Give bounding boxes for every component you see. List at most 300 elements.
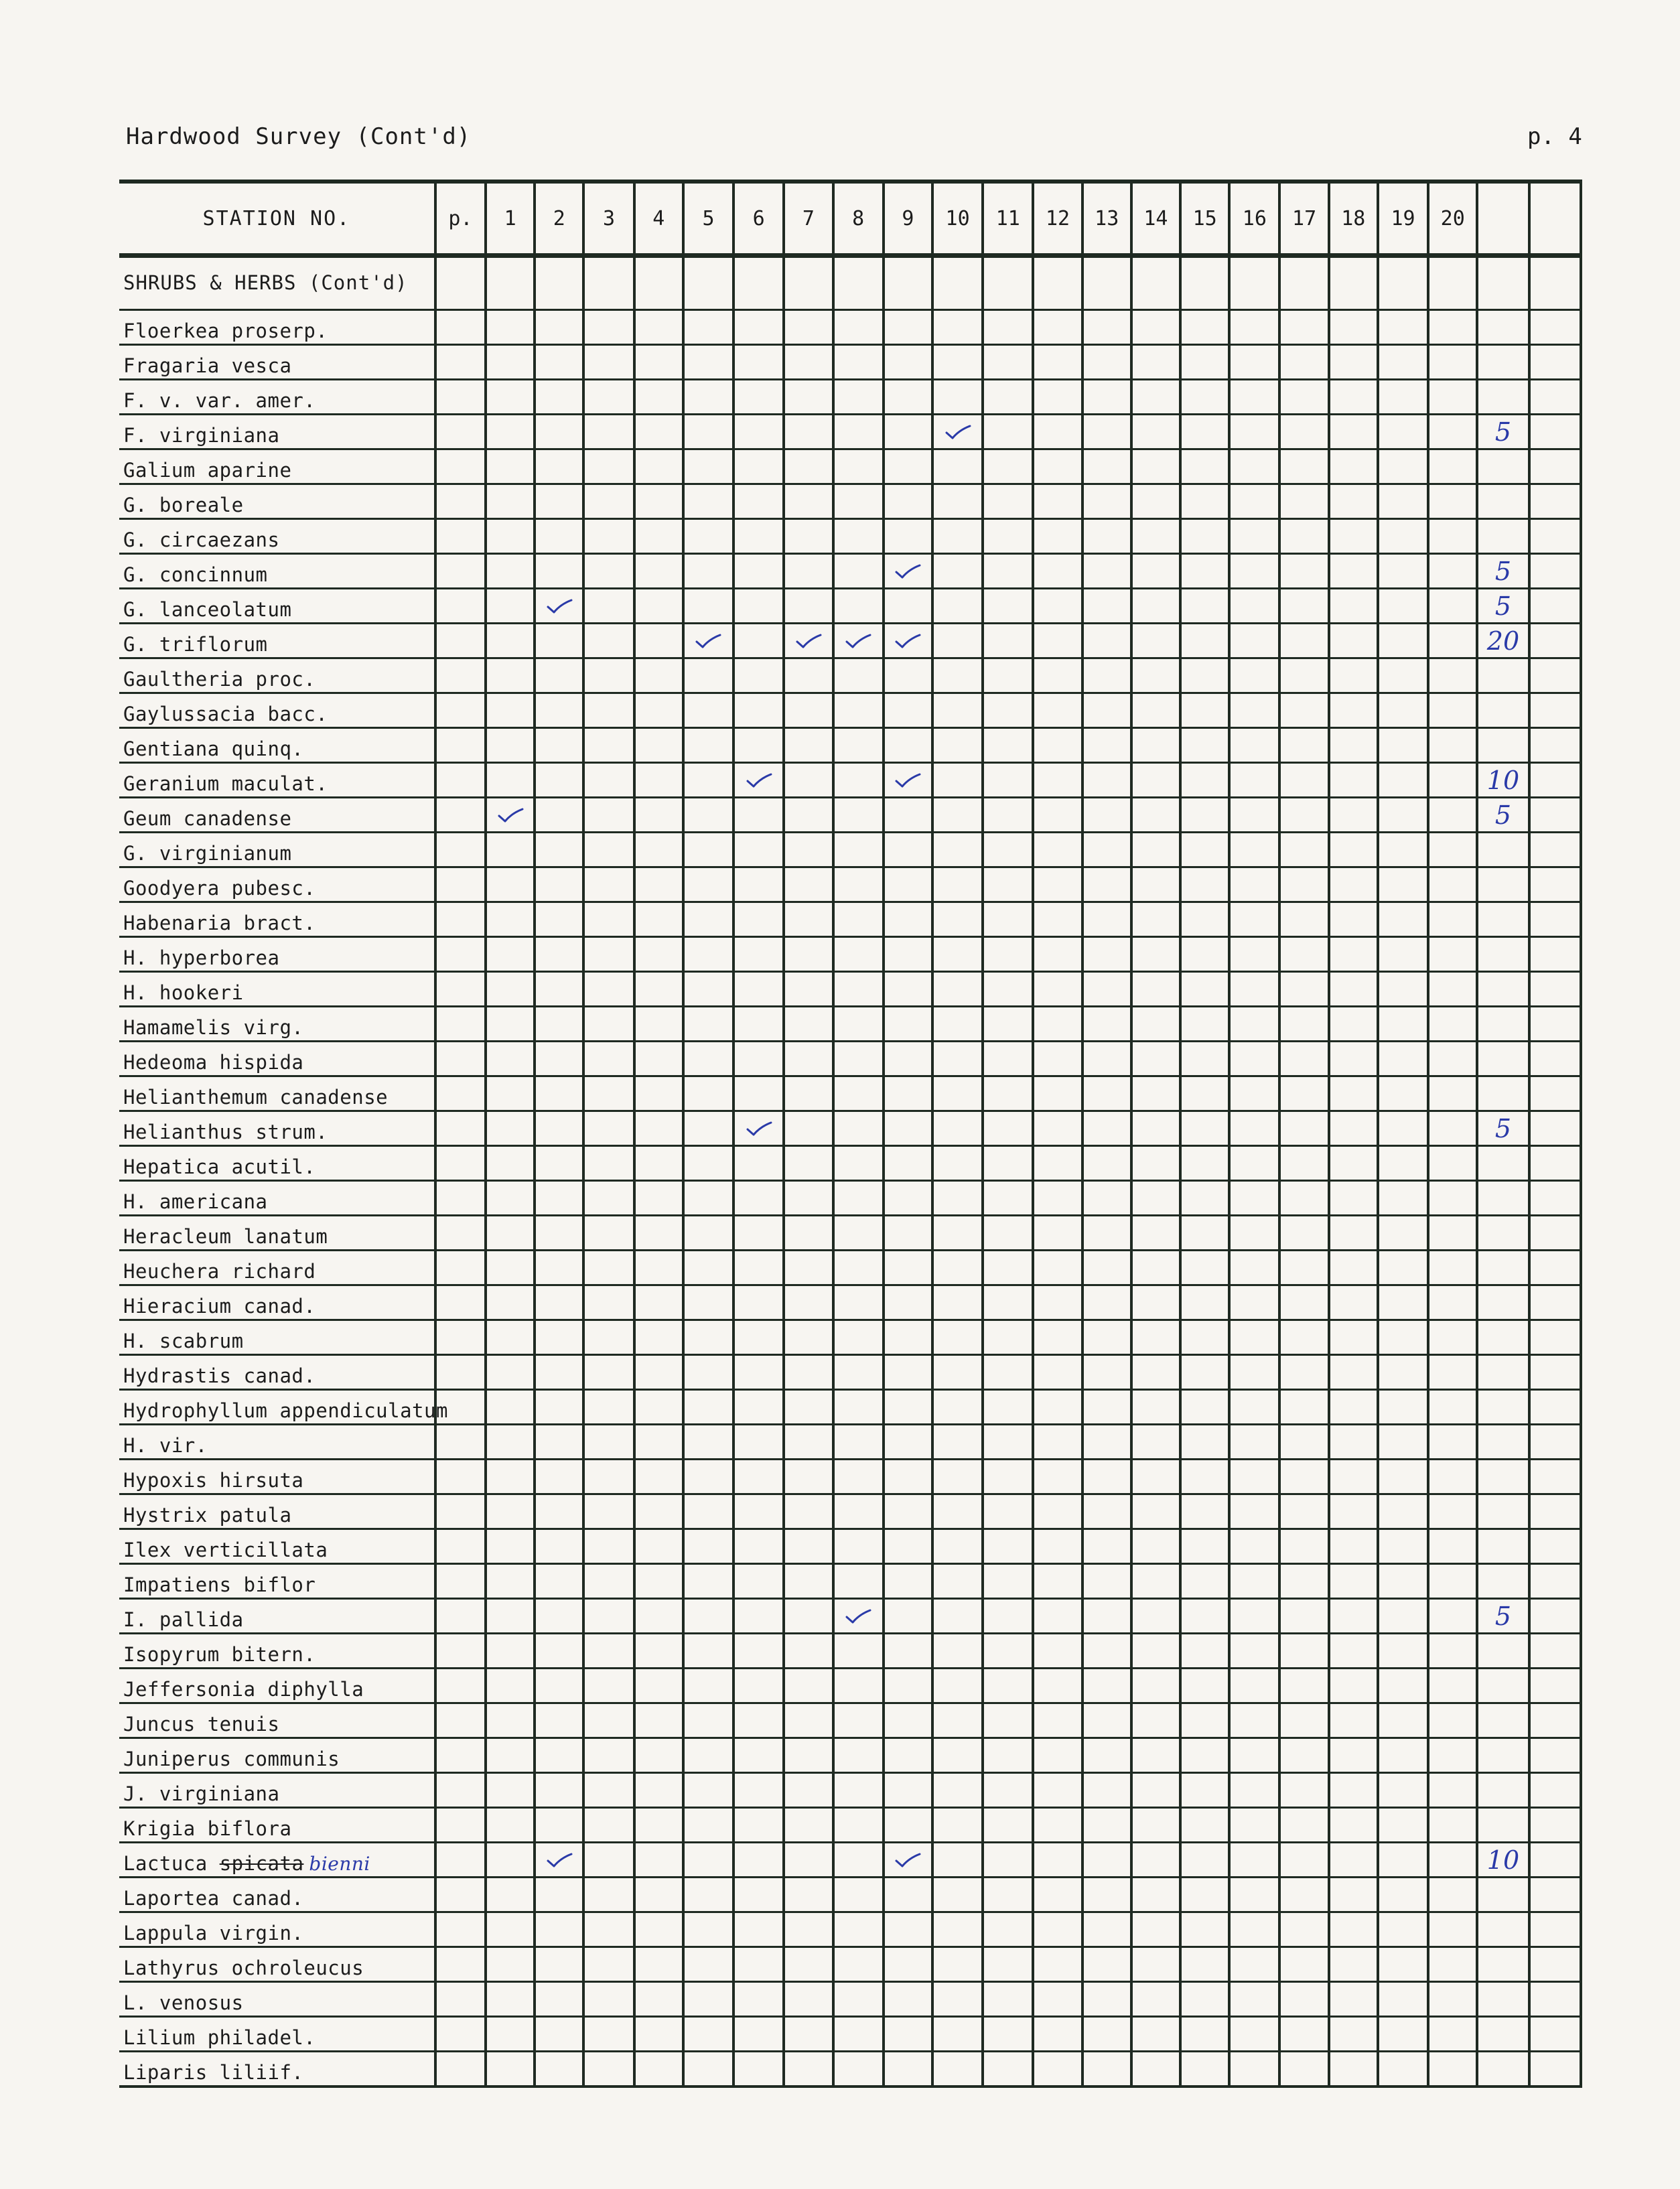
species-row — [119, 1425, 1581, 1460]
station-cell — [1082, 380, 1131, 415]
station-cell — [634, 1843, 683, 1878]
station-cell — [1329, 937, 1378, 972]
station-cell — [1378, 1982, 1428, 2017]
station-cell — [535, 658, 583, 693]
station-cell — [983, 624, 1033, 658]
station-cell — [932, 1634, 983, 1669]
station-cell — [1180, 1669, 1229, 1703]
station-cell — [1329, 449, 1378, 484]
station-cell — [634, 1146, 683, 1181]
station-cell — [1131, 728, 1180, 763]
total-cell — [1477, 1355, 1529, 1390]
station-cell — [833, 1738, 884, 1773]
station-cell — [932, 519, 983, 554]
station-cell — [1082, 1878, 1131, 1912]
station-cell — [486, 449, 535, 484]
station-cell — [733, 449, 784, 484]
station-cell — [884, 1494, 932, 1529]
station-cell — [884, 1216, 932, 1251]
station-cell — [634, 693, 683, 728]
species-name — [119, 1494, 435, 1529]
species-name — [119, 1669, 435, 1703]
station-cell — [884, 1355, 932, 1390]
extra-cell — [1529, 1738, 1581, 1773]
station-cell — [1378, 415, 1428, 449]
station-cell — [634, 1529, 683, 1564]
station-cell — [535, 1007, 583, 1042]
check-mark-icon — [845, 1608, 871, 1625]
station-cell — [1180, 1146, 1229, 1181]
station-cell — [1082, 2017, 1131, 2052]
station-cell — [733, 763, 784, 798]
station-cell — [1279, 1460, 1328, 1494]
station-cell — [1082, 1146, 1131, 1181]
station-cell — [784, 1181, 833, 1216]
station-cell — [784, 589, 833, 624]
survey-table — [119, 180, 1582, 2088]
station-cell — [1229, 484, 1279, 519]
station-cell — [1329, 1355, 1378, 1390]
station-cell — [1131, 1076, 1180, 1111]
station-cell — [983, 2052, 1033, 2087]
station-cell — [733, 554, 784, 589]
station-cell — [1082, 728, 1131, 763]
station-cell — [983, 1355, 1033, 1390]
p-cell — [435, 1843, 486, 1878]
station-cell — [1131, 972, 1180, 1007]
station-cell — [1131, 1878, 1180, 1912]
station-cell — [1329, 902, 1378, 937]
station-cell — [1279, 902, 1328, 937]
station-cell — [1131, 589, 1180, 624]
species-name — [119, 1042, 435, 1076]
station-cell — [1329, 345, 1378, 380]
species-name-text: Heracleum lanatum — [123, 1225, 328, 1248]
station-cell — [733, 937, 784, 972]
station-cell — [932, 345, 983, 380]
total-cell — [1477, 2052, 1529, 2087]
station-cell — [1428, 2017, 1477, 2052]
empty-cell — [1180, 256, 1229, 310]
station-cell — [1279, 589, 1328, 624]
station-cell — [683, 833, 733, 867]
station-cell — [932, 658, 983, 693]
station-cell — [733, 658, 784, 693]
station-cell — [733, 1564, 784, 1599]
station-header: 16 — [1229, 182, 1279, 256]
station-cell — [983, 449, 1033, 484]
station-cell — [932, 1285, 983, 1320]
station-cell — [1329, 380, 1378, 415]
station-cell — [884, 658, 932, 693]
station-cell — [733, 1076, 784, 1111]
station-cell — [1329, 1007, 1378, 1042]
species-row — [119, 1738, 1581, 1773]
station-cell — [1329, 2052, 1378, 2087]
p-cell — [435, 484, 486, 519]
station-cell — [535, 484, 583, 519]
station-cell — [932, 1146, 983, 1181]
species-row — [119, 2017, 1581, 2052]
extra-cell — [1529, 415, 1581, 449]
station-cell — [733, 624, 784, 658]
station-cell — [535, 1076, 583, 1111]
station-cell — [1180, 1843, 1229, 1878]
station-cell — [1428, 798, 1477, 833]
station-cell — [1329, 1494, 1378, 1529]
station-cell — [1279, 1529, 1328, 1564]
extra-cell — [1529, 1494, 1581, 1529]
station-cell — [634, 1669, 683, 1703]
species-name — [119, 345, 435, 380]
station-cell — [1279, 1947, 1328, 1982]
station-cell — [1378, 1076, 1428, 1111]
station-cell — [1329, 589, 1378, 624]
station-cell — [683, 2017, 733, 2052]
station-cell — [1131, 1703, 1180, 1738]
species-row — [119, 1843, 1581, 1878]
station-cell — [535, 310, 583, 345]
station-cell — [1131, 1460, 1180, 1494]
station-cell — [1229, 972, 1279, 1007]
station-cell — [486, 2017, 535, 2052]
station-cell — [683, 1494, 733, 1529]
station-cell — [1329, 1390, 1378, 1425]
station-cell — [1033, 1878, 1082, 1912]
station-cell — [1033, 1076, 1082, 1111]
p-cell — [435, 1320, 486, 1355]
station-cell — [1229, 449, 1279, 484]
station-cell — [1428, 1285, 1477, 1320]
station-cell — [1033, 519, 1082, 554]
species-row — [119, 415, 1581, 449]
station-cell — [833, 589, 884, 624]
total-cell — [1477, 1285, 1529, 1320]
station-cell — [634, 763, 683, 798]
station-cell — [733, 415, 784, 449]
station-cell — [1180, 1285, 1229, 1320]
station-cell — [784, 1634, 833, 1669]
station-cell — [833, 2052, 884, 2087]
empty-cell — [583, 256, 634, 310]
station-cell — [1082, 345, 1131, 380]
station-cell — [884, 1843, 932, 1878]
station-cell — [634, 1355, 683, 1390]
station-cell — [1229, 415, 1279, 449]
station-cell — [1329, 1634, 1378, 1669]
station-cell — [683, 1146, 733, 1181]
species-name-text: Lappula virgin. — [123, 1922, 304, 1945]
station-cell — [932, 310, 983, 345]
species-name-text: G. boreale — [123, 494, 244, 516]
station-cell — [1378, 1843, 1428, 1878]
station-cell — [486, 763, 535, 798]
station-cell — [1229, 1843, 1279, 1878]
station-cell — [983, 1703, 1033, 1738]
station-cell — [884, 1007, 932, 1042]
station-cell — [733, 1773, 784, 1808]
station-cell — [486, 1181, 535, 1216]
station-cell — [784, 763, 833, 798]
station-cell — [833, 728, 884, 763]
station-cell — [784, 1146, 833, 1181]
station-cell — [833, 658, 884, 693]
station-cell — [683, 1912, 733, 1947]
station-cell — [884, 902, 932, 937]
station-cell — [784, 1982, 833, 2017]
species-row — [119, 1460, 1581, 1494]
total-cell — [1477, 1425, 1529, 1460]
extra-cell — [1529, 624, 1581, 658]
station-cell — [1229, 1320, 1279, 1355]
station-cell — [932, 1529, 983, 1564]
station-cell — [486, 972, 535, 1007]
station-cell — [1428, 519, 1477, 554]
station-cell — [833, 1285, 884, 1320]
species-name — [119, 1738, 435, 1773]
species-name — [119, 1076, 435, 1111]
species-name — [119, 728, 435, 763]
station-cell — [1279, 763, 1328, 798]
station-cell — [1082, 1494, 1131, 1529]
station-cell — [683, 1251, 733, 1285]
section-row — [119, 256, 1581, 310]
species-name — [119, 1460, 435, 1494]
station-cell — [1279, 1285, 1328, 1320]
p-cell — [435, 554, 486, 589]
extra-cell — [1529, 380, 1581, 415]
station-cell — [583, 1703, 634, 1738]
station-cell — [535, 1843, 583, 1878]
station-cell — [884, 484, 932, 519]
station-cell — [983, 1007, 1033, 1042]
station-cell — [1033, 798, 1082, 833]
station-cell — [1131, 1181, 1180, 1216]
station-cell — [1180, 867, 1229, 902]
station-cell — [1180, 937, 1229, 972]
station-cell — [932, 798, 983, 833]
species-name-text: Geum canadense — [123, 807, 292, 830]
station-cell — [932, 1251, 983, 1285]
station-cell — [1229, 1947, 1279, 1982]
station-cell — [1378, 1251, 1428, 1285]
station-cell — [1131, 1320, 1180, 1355]
station-cell — [784, 693, 833, 728]
station-cell — [486, 1320, 535, 1355]
extra-cell — [1529, 1703, 1581, 1738]
station-cell — [634, 728, 683, 763]
species-name-text: Lathyrus ochroleucus — [123, 1957, 364, 1979]
station-cell — [1180, 1460, 1229, 1494]
station-cell — [1180, 1878, 1229, 1912]
station-cell — [1033, 1285, 1082, 1320]
station-cell — [634, 1320, 683, 1355]
station-cell — [983, 1216, 1033, 1251]
station-cell — [1428, 1076, 1477, 1111]
station-cell — [1428, 972, 1477, 1007]
station-cell — [1329, 1216, 1378, 1251]
station-cell — [1131, 763, 1180, 798]
station-cell — [486, 1460, 535, 1494]
station-cell — [486, 1703, 535, 1738]
station-cell — [983, 345, 1033, 380]
station-cell — [1229, 728, 1279, 763]
station-cell — [583, 345, 634, 380]
station-cell — [583, 2017, 634, 2052]
station-cell — [983, 1251, 1033, 1285]
station-cell — [486, 1251, 535, 1285]
p-cell — [435, 902, 486, 937]
station-cell — [932, 1181, 983, 1216]
species-name — [119, 1529, 435, 1564]
station-cell — [833, 1494, 884, 1529]
station-cell — [833, 902, 884, 937]
station-cell — [1082, 1634, 1131, 1669]
station-cell — [733, 2052, 784, 2087]
station-cell — [784, 449, 833, 484]
station-cell — [932, 1390, 983, 1425]
station-cell — [1033, 1634, 1082, 1669]
station-cell — [1279, 937, 1328, 972]
station-cell — [1329, 1912, 1378, 1947]
station-cell — [833, 1634, 884, 1669]
station-cell — [486, 937, 535, 972]
extra-cell — [1529, 1007, 1581, 1042]
station-cell — [634, 519, 683, 554]
station-cell — [1082, 1529, 1131, 1564]
total-cell — [1477, 1076, 1529, 1111]
extra-cell — [1529, 1111, 1581, 1146]
station-cell — [784, 624, 833, 658]
station-cell — [884, 1982, 932, 2017]
station-cell — [1229, 1529, 1279, 1564]
station-cell — [683, 1669, 733, 1703]
station-cell — [583, 1529, 634, 1564]
station-cell — [1180, 798, 1229, 833]
station-cell — [1378, 1460, 1428, 1494]
station-cell — [683, 1460, 733, 1494]
station-cell — [1131, 624, 1180, 658]
station-cell — [983, 658, 1033, 693]
station-cell — [486, 1947, 535, 1982]
extra-cell — [1529, 833, 1581, 867]
station-cell — [535, 1320, 583, 1355]
species-name-text: Galium aparine — [123, 459, 292, 482]
station-cell — [784, 1042, 833, 1076]
station-cell — [1033, 1564, 1082, 1599]
station-cell — [833, 1808, 884, 1843]
station-cell — [1378, 449, 1428, 484]
species-name — [119, 902, 435, 937]
empty-cell — [784, 256, 833, 310]
species-name-text: Hypoxis hirsuta — [123, 1469, 304, 1492]
station-cell — [1131, 1947, 1180, 1982]
station-cell — [634, 1947, 683, 1982]
station-cell — [1329, 1076, 1378, 1111]
station-cell — [932, 1460, 983, 1494]
extra-cell — [1529, 693, 1581, 728]
check-mark-icon — [894, 772, 921, 789]
station-cell — [1131, 1634, 1180, 1669]
station-cell — [1180, 1355, 1229, 1390]
p-header: p. — [435, 182, 486, 256]
species-name-text: G. concinnum — [123, 563, 268, 586]
station-cell — [733, 1599, 784, 1634]
station-cell — [833, 519, 884, 554]
station-cell — [833, 310, 884, 345]
station-cell — [1229, 1773, 1279, 1808]
station-cell — [1229, 310, 1279, 345]
station-cell — [833, 937, 884, 972]
station-cell — [535, 902, 583, 937]
p-cell — [435, 1042, 486, 1076]
station-cell — [1131, 1843, 1180, 1878]
station-cell — [784, 1703, 833, 1738]
p-cell — [435, 1146, 486, 1181]
station-cell — [983, 833, 1033, 867]
station-cell — [1180, 380, 1229, 415]
station-cell — [1229, 658, 1279, 693]
station-cell — [583, 763, 634, 798]
station-cell — [733, 310, 784, 345]
station-cell — [1229, 937, 1279, 972]
station-cell — [932, 624, 983, 658]
p-cell — [435, 624, 486, 658]
station-cell — [1428, 1982, 1477, 2017]
station-cell — [1378, 519, 1428, 554]
species-name — [119, 484, 435, 519]
station-cell — [833, 1355, 884, 1390]
station-cell — [634, 310, 683, 345]
station-cell — [833, 833, 884, 867]
station-cell — [833, 1669, 884, 1703]
species-name-text: Laportea canad. — [123, 1887, 304, 1910]
station-cell — [1180, 1494, 1229, 1529]
station-cell — [884, 833, 932, 867]
empty-cell — [983, 256, 1033, 310]
station-cell — [486, 1982, 535, 2017]
species-name — [119, 763, 435, 798]
station-cell — [1180, 1390, 1229, 1425]
station-header: 17 — [1279, 182, 1328, 256]
station-header: 20 — [1428, 182, 1477, 256]
station-cell — [1082, 2052, 1131, 2087]
total-cell — [1477, 1320, 1529, 1355]
station-cell — [932, 1982, 983, 2017]
station-cell — [535, 624, 583, 658]
station-cell — [583, 833, 634, 867]
station-cell — [683, 310, 733, 345]
station-cell — [983, 902, 1033, 937]
extra-cell — [1529, 345, 1581, 380]
empty-cell — [1082, 256, 1131, 310]
total-cell: 5 — [1477, 589, 1529, 624]
species-name-text: H. vir. — [123, 1434, 208, 1457]
species-name-text: Ilex verticillata — [123, 1539, 328, 1561]
station-cell — [884, 728, 932, 763]
struck-text: spicata — [219, 1852, 304, 1875]
total-cell: 10 — [1477, 763, 1529, 798]
station-cell — [1428, 867, 1477, 902]
station-cell — [583, 1947, 634, 1982]
station-cell — [932, 1425, 983, 1460]
station-cell — [1279, 1669, 1328, 1703]
station-cell — [634, 1738, 683, 1773]
station-header: 12 — [1033, 182, 1082, 256]
station-cell — [884, 449, 932, 484]
station-cell — [833, 1251, 884, 1285]
p-cell — [435, 728, 486, 763]
